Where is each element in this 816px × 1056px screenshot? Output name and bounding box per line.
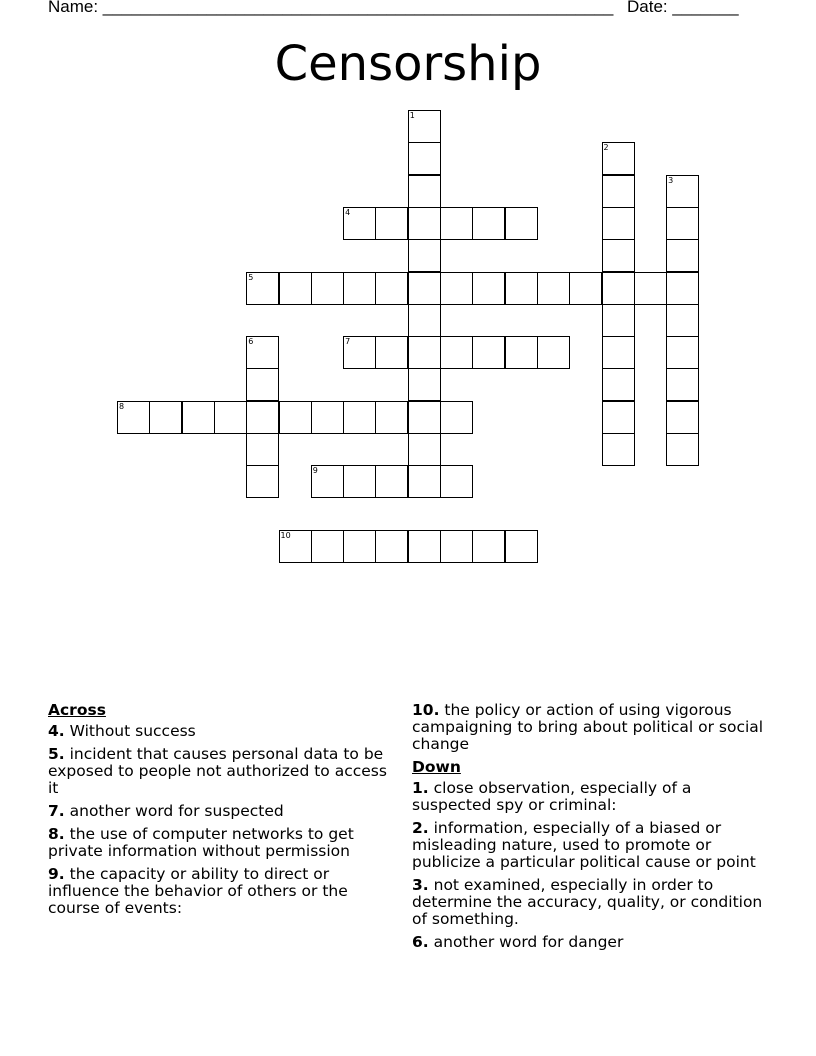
crossword-cell[interactable]: [666, 304, 699, 337]
crossword-cell[interactable]: [375, 530, 408, 563]
crossword-cell[interactable]: [408, 401, 441, 434]
crossword-cell[interactable]: [666, 239, 699, 272]
crossword-cell[interactable]: [311, 465, 344, 498]
clue-number: 6: [248, 337, 254, 347]
crossword-cell[interactable]: [602, 304, 635, 337]
crossword-cell[interactable]: [408, 239, 441, 272]
crossword-cell[interactable]: [246, 368, 279, 401]
crossword-cell[interactable]: [602, 207, 635, 240]
crossword-cell[interactable]: [505, 336, 538, 369]
crossword-cell[interactable]: [408, 336, 441, 369]
clue-number: 9: [312, 466, 318, 476]
date-field[interactable]: Date: _______: [627, 0, 739, 16]
crossword-cell[interactable]: [602, 142, 635, 175]
crossword-cell[interactable]: [505, 272, 538, 305]
crossword-cell[interactable]: [408, 207, 441, 240]
crossword-cell[interactable]: [149, 401, 182, 434]
crossword-cell[interactable]: [279, 272, 312, 305]
crossword-cell[interactable]: [472, 530, 505, 563]
clue-across-5: 5. incident that causes personal data to be exposed to people not authorized to access it: [48, 745, 387, 797]
crossword-cell[interactable]: [375, 207, 408, 240]
clue-number: 1: [409, 111, 415, 120]
crossword-cell[interactable]: [440, 401, 473, 434]
clue-across-9: 9. the capacity or ability to direct or influence the behavior of others or the course of events:: [48, 865, 348, 917]
clue-number: 10: [280, 530, 291, 540]
clue-across-4: 4. Without success: [48, 722, 196, 740]
crossword-cell[interactable]: [117, 401, 150, 434]
crossword-cell[interactable]: [343, 465, 376, 498]
page-title: Censorship: [274, 36, 542, 92]
crossword-cell[interactable]: [408, 530, 441, 563]
crossword-cell[interactable]: [472, 207, 505, 240]
crossword-cell[interactable]: [505, 207, 538, 240]
clue-number: 3: [668, 175, 674, 185]
crossword-cell[interactable]: [279, 401, 312, 434]
crossword-cell[interactable]: [375, 401, 408, 434]
crossword-cell[interactable]: [602, 368, 635, 401]
crossword-cell[interactable]: [408, 110, 441, 143]
crossword-cell[interactable]: [246, 433, 279, 466]
name-field[interactable]: Name: ______________________________________________________: [48, 0, 614, 16]
crossword-cell[interactable]: [440, 272, 473, 305]
crossword-cell[interactable]: [246, 336, 279, 369]
clue-down-1: 1. close observation, especially of a suspected spy or criminal:: [412, 779, 692, 814]
crossword-cell[interactable]: [408, 433, 441, 466]
clues-left-column: [48, 702, 398, 923]
clue-number: 7: [345, 337, 351, 347]
crossword-cell[interactable]: [343, 530, 376, 563]
across-heading: Across: [48, 701, 106, 719]
crossword-cell[interactable]: [375, 272, 408, 305]
crossword-cell[interactable]: [246, 401, 279, 434]
crossword-cell[interactable]: [408, 368, 441, 401]
crossword-cell[interactable]: [602, 239, 635, 272]
crossword-cell[interactable]: [602, 336, 635, 369]
crossword-cell[interactable]: [472, 336, 505, 369]
crossword-cell[interactable]: [311, 530, 344, 563]
crossword-cell[interactable]: [440, 465, 473, 498]
clue-number: 2: [603, 143, 609, 153]
clue-down-3: 3. not examined, especially in order to determine the accuracy, quality, or condition of something.: [412, 876, 763, 928]
clue-across-10: 10. the policy or action of using vigorous campaigning to bring about political or social change: [412, 701, 764, 753]
crossword-cell[interactable]: [214, 401, 247, 434]
crossword-cell[interactable]: [602, 272, 635, 305]
crossword-cell[interactable]: [408, 304, 441, 337]
crossword-cell[interactable]: [375, 465, 408, 498]
crossword-cell[interactable]: [246, 465, 279, 498]
crossword-cell[interactable]: [602, 433, 635, 466]
crossword-cell[interactable]: [343, 207, 376, 240]
crossword-cell[interactable]: [666, 433, 699, 466]
crossword-cell[interactable]: [440, 336, 473, 369]
crossword-cell[interactable]: [440, 207, 473, 240]
crossword-cell[interactable]: [343, 401, 376, 434]
crossword-cell[interactable]: [343, 336, 376, 369]
down-heading: Down: [412, 758, 461, 776]
crossword-cell[interactable]: [666, 207, 699, 240]
crossword-cell[interactable]: [634, 272, 667, 305]
crossword-cell[interactable]: [666, 272, 699, 305]
crossword-cell[interactable]: [666, 401, 699, 434]
crossword-cell[interactable]: [537, 336, 570, 369]
clue-across-8: 8. the use of computer networks to get private information without permission: [48, 825, 354, 860]
clue-number: 4: [345, 207, 351, 217]
crossword-cell[interactable]: [343, 272, 376, 305]
crossword-cell[interactable]: [472, 272, 505, 305]
crossword-cell[interactable]: [408, 465, 441, 498]
crossword-cell[interactable]: [602, 175, 635, 208]
crossword-cell[interactable]: [505, 530, 538, 563]
crossword-cell[interactable]: [408, 175, 441, 208]
crossword-cell[interactable]: [182, 401, 215, 434]
crossword-cell[interactable]: [246, 272, 279, 305]
crossword-cell[interactable]: [279, 530, 312, 563]
crossword-cell[interactable]: [666, 336, 699, 369]
clues-right-column: [412, 702, 772, 957]
clue-down-2: 2. information, especially of a biased or misleading nature, used to promote or publicize a particular political cause or point: [412, 819, 756, 871]
crossword-cell[interactable]: [311, 272, 344, 305]
crossword-cell[interactable]: [666, 368, 699, 401]
clue-across-7: 7. another word for suspected: [48, 802, 284, 820]
crossword-cell[interactable]: [602, 401, 635, 434]
clue-down-6: 6. another word for danger: [412, 933, 624, 951]
crossword-cell[interactable]: [440, 530, 473, 563]
crossword-cell[interactable]: [408, 142, 441, 175]
crossword-cell[interactable]: [408, 272, 441, 305]
crossword-cell[interactable]: [666, 175, 699, 208]
crossword-cell[interactable]: [569, 272, 602, 305]
crossword-cell[interactable]: [375, 336, 408, 369]
crossword-cell[interactable]: [537, 272, 570, 305]
clue-number: 5: [248, 272, 254, 282]
crossword-cell[interactable]: [311, 401, 344, 434]
clue-number: 8: [119, 401, 125, 411]
